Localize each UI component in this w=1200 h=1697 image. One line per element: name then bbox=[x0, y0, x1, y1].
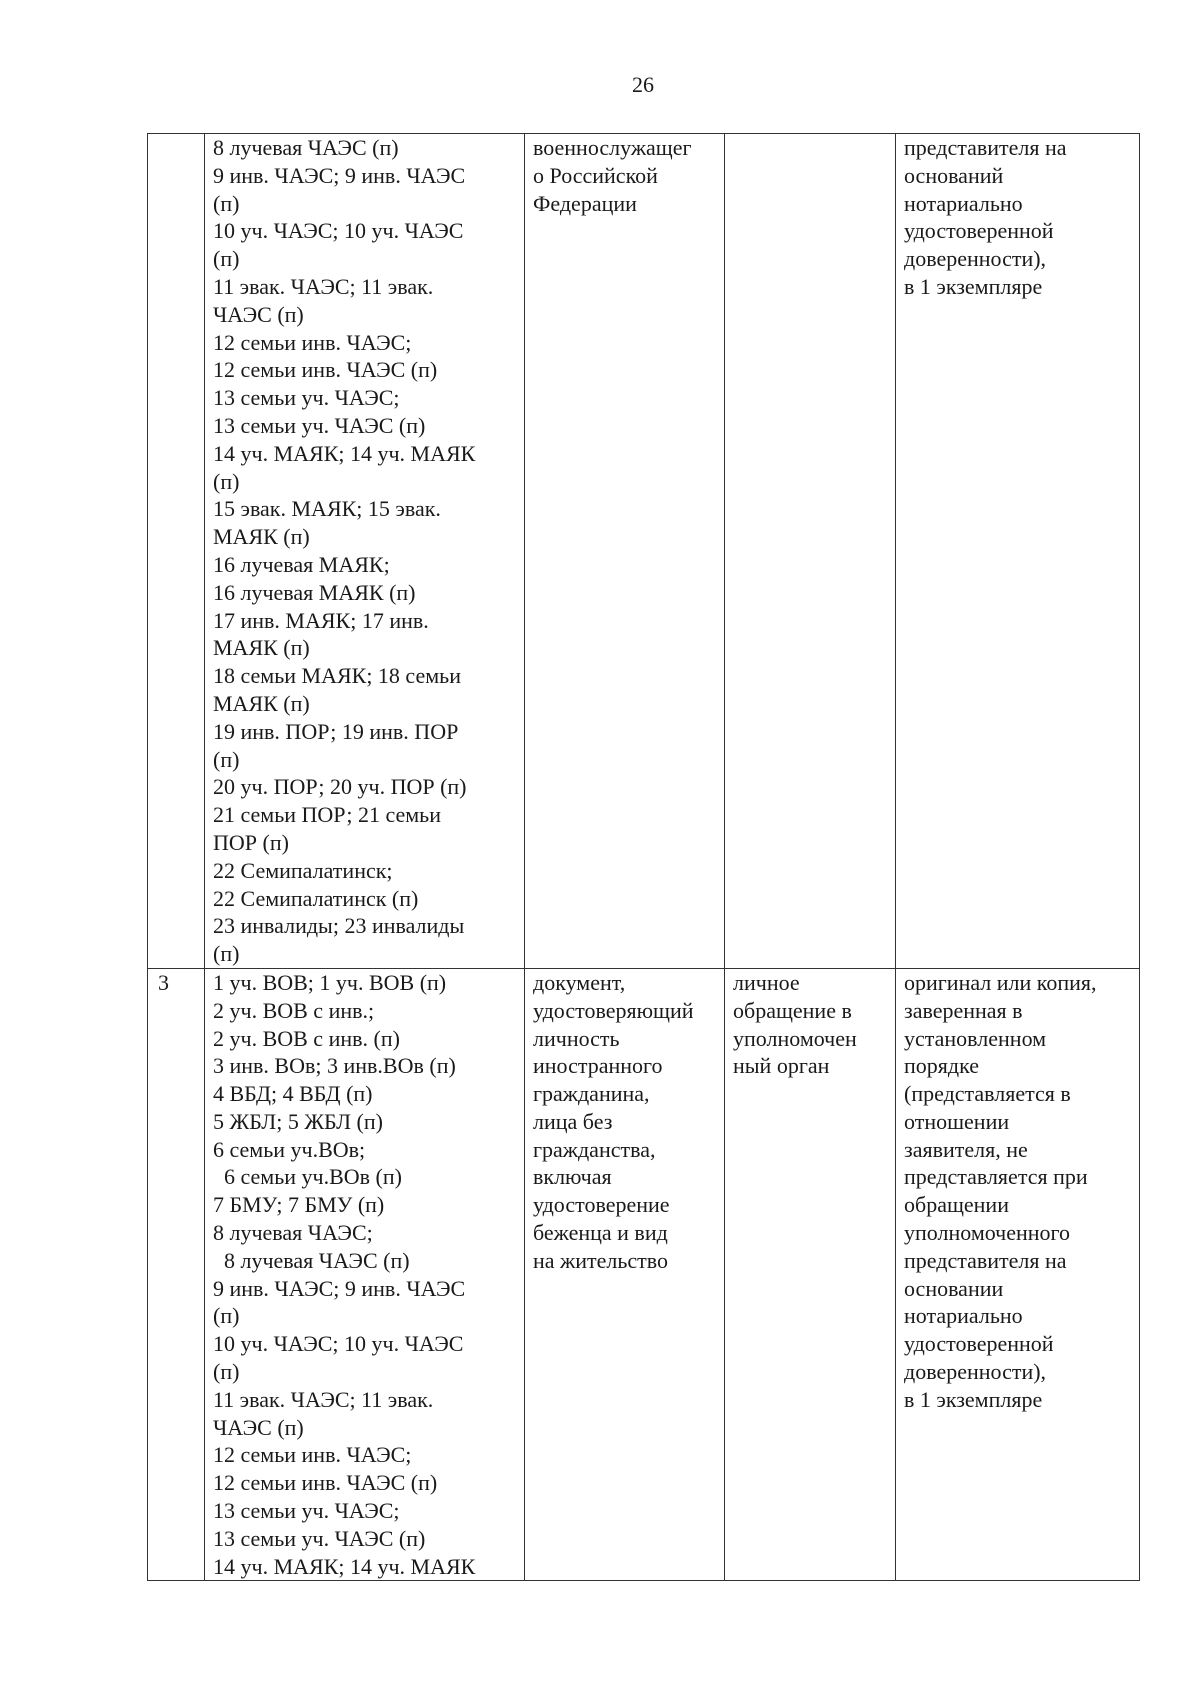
requirements-cell: представителя на оснований нотариально удостоверенной доверенности), в 1 экземпляре bbox=[896, 134, 1140, 969]
table-row bbox=[148, 968, 1140, 1581]
category-codes-cell: 8 лучевая ЧАЭС (п) 9 инв. ЧАЭС; 9 инв. ЧАЭС (п) 10 уч. ЧАЭС; 10 уч. ЧАЭС (п) 11 эвак. ЧАЭС; 11 эвак. ЧАЭС (п) 12 семьи инв. ЧАЭС; 12 семьи инв. ЧАЭС (п) 13 семьи уч. ЧАЭС; 13 семьи уч. ЧАЭС (п) 14 уч. МАЯК; 14 уч. МАЯК (п) 15 эвак. МАЯК; 15 эвак. МАЯК (п) 16 лучевая МАЯК; 16 лучевая МАЯК (п) 17 инв. МАЯК; 17 инв. МАЯК (п) 18 семьи МАЯК; 18 семьи МАЯК (п) 19 инв. ПОР; 19 инв. ПОР (п) 20 уч. ПОР; 20 уч. ПОР (п) 21 семьи ПОР; 21 семьи ПОР (п) 22 Семипалатинск; 22 Семипалатинск (п) 23 инвалиды; 23 инвалиды (п) bbox=[205, 134, 525, 969]
table-row bbox=[148, 134, 1140, 969]
submission-method-cell: личное обращение в уполномочен ный орган bbox=[725, 968, 896, 1581]
row-number-cell bbox=[148, 134, 205, 969]
document-name-cell: документ, удостоверяющий личность иностранного гражданина, лица без гражданства, включая удостоверение беженца и вид на жительство bbox=[525, 968, 725, 1581]
page-number: 26 bbox=[632, 72, 654, 97]
row-number-cell: 3 bbox=[148, 968, 205, 1581]
requirements-cell: оригинал или копия, заверенная в установленном порядке (представляется в отношении заявителя, не представляется при обращении уполномоченного представителя на основании нотариально удостоверенной доверенности), в 1 экземпляре bbox=[896, 968, 1140, 1581]
submission-method-cell bbox=[725, 134, 896, 969]
document-name-cell: военнослужащег о Российской Федерации bbox=[525, 134, 725, 969]
documents-table bbox=[147, 133, 1140, 1581]
category-codes-cell: 1 уч. ВОВ; 1 уч. ВОВ (п) 2 уч. ВОВ с инв.; 2 уч. ВОВ с инв. (п) 3 инв. ВОв; 3 инв.ВОв (п) 4 ВБД; 4 ВБД (п) 5 ЖБЛ; 5 ЖБЛ (п) 6 семьи уч.ВОв; 6 семьи уч.ВОв (п) 7 БМУ; 7 БМУ (п) 8 лучевая ЧАЭС; 8 лучевая ЧАЭС (п) 9 инв. ЧАЭС; 9 инв. ЧАЭС (п) 10 уч. ЧАЭС; 10 уч. ЧАЭС (п) 11 эвак. ЧАЭС; 11 эвак. ЧАЭС (п) 12 семьи инв. ЧАЭС; 12 семьи инв. ЧАЭС (п) 13 семьи уч. ЧАЭС; 13 семьи уч. ЧАЭС (п) 14 уч. МАЯК; 14 уч. МАЯК bbox=[205, 968, 525, 1581]
